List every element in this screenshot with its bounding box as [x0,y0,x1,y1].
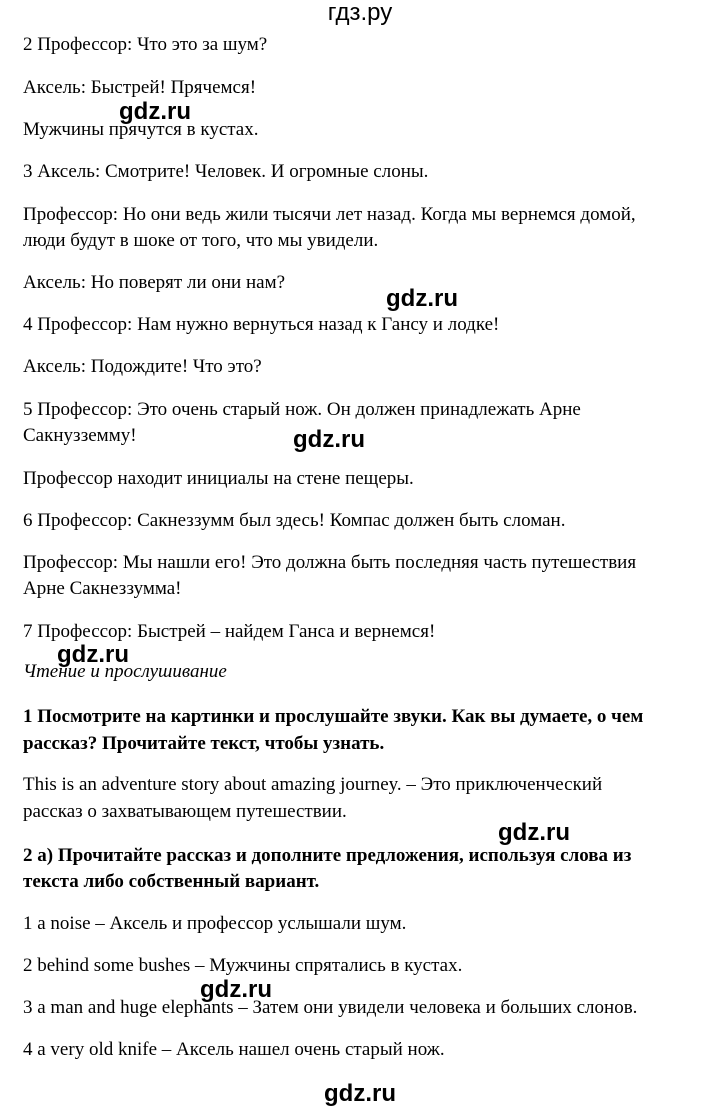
dialogue-line: Сакнузземму! [23,425,137,446]
dialogue-line: 3 Аксель: Смотрите! Человек. И огромные слоны. [23,161,429,182]
answer-line: This is an adventure story about amazing journey. – Это приключенческий [23,774,603,795]
site-footer: gdz.ru [324,1080,396,1107]
task-heading: 2 а) Прочитайте рассказ и дополните предложения, используя слова из [23,845,632,866]
dialogue-line: 7 Профессор: Быстрей – найдем Ганса и вернемся! [23,621,436,642]
answer-line: 1 a noise – Аксель и профессор услышали шум. [23,913,407,934]
section-heading: Чтение и прослушивание [23,661,227,682]
narration-line: Профессор находит инициалы на стене пещеры. [23,468,414,489]
dialogue-line: 2 Профессор: Что это за шум? [23,34,268,55]
task-heading: рассказ? Прочитайте текст, чтобы узнать. [23,733,385,754]
watermark: gdz.ru [386,285,458,312]
answer-line: 2 behind some bushes – Мужчины спрятались в кустах. [23,955,463,976]
watermark: gdz.ru [498,819,570,846]
watermark: gdz.ru [57,641,129,668]
task-heading: 1 Посмотрите на картинки и прослушайте звуки. Как вы думаете, о чем [23,706,644,727]
dialogue-line: 5 Профессор: Это очень старый нож. Он должен принадлежать Арне [23,399,581,420]
dialogue-line: 6 Профессор: Сакнеззумм был здесь! Компас должен быть сломан. [23,510,566,531]
answer-line: 4 a very old knife – Аксель нашел очень старый нож. [23,1039,445,1060]
dialogue-line: Аксель: Но поверят ли они нам? [23,272,286,293]
site-header: гдз.ру [327,0,393,26]
task-heading: текста либо собственный вариант. [23,871,320,892]
narration-line: Мужчины прячутся в кустах. [23,119,259,140]
watermark: gdz.ru [200,976,272,1003]
dialogue-line: Аксель: Быстрей! Прячемся! [23,77,257,98]
dialogue-line: люди будут в шоке от того, что мы увидели. [23,230,379,251]
dialogue-line: Профессор: Но они ведь жили тысячи лет назад. Когда мы вернемся домой, [23,204,636,225]
answer-line: рассказ о захватывающем путешествии. [23,801,347,822]
answer-line: 3 a man and huge elephants – Затем они увидели человека и больших слонов. [23,997,638,1018]
dialogue-line: Аксель: Подождите! Что это? [23,356,262,377]
dialogue-line: Профессор: Мы нашли его! Это должна быть последняя часть путешествия [23,552,637,573]
dialogue-line: 4 Профессор: Нам нужно вернуться назад к Гансу и лодке! [23,314,500,335]
watermark: gdz.ru [119,98,191,125]
dialogue-line: Арне Сакнеззумма! [23,578,182,599]
watermark: gdz.ru [293,426,365,453]
